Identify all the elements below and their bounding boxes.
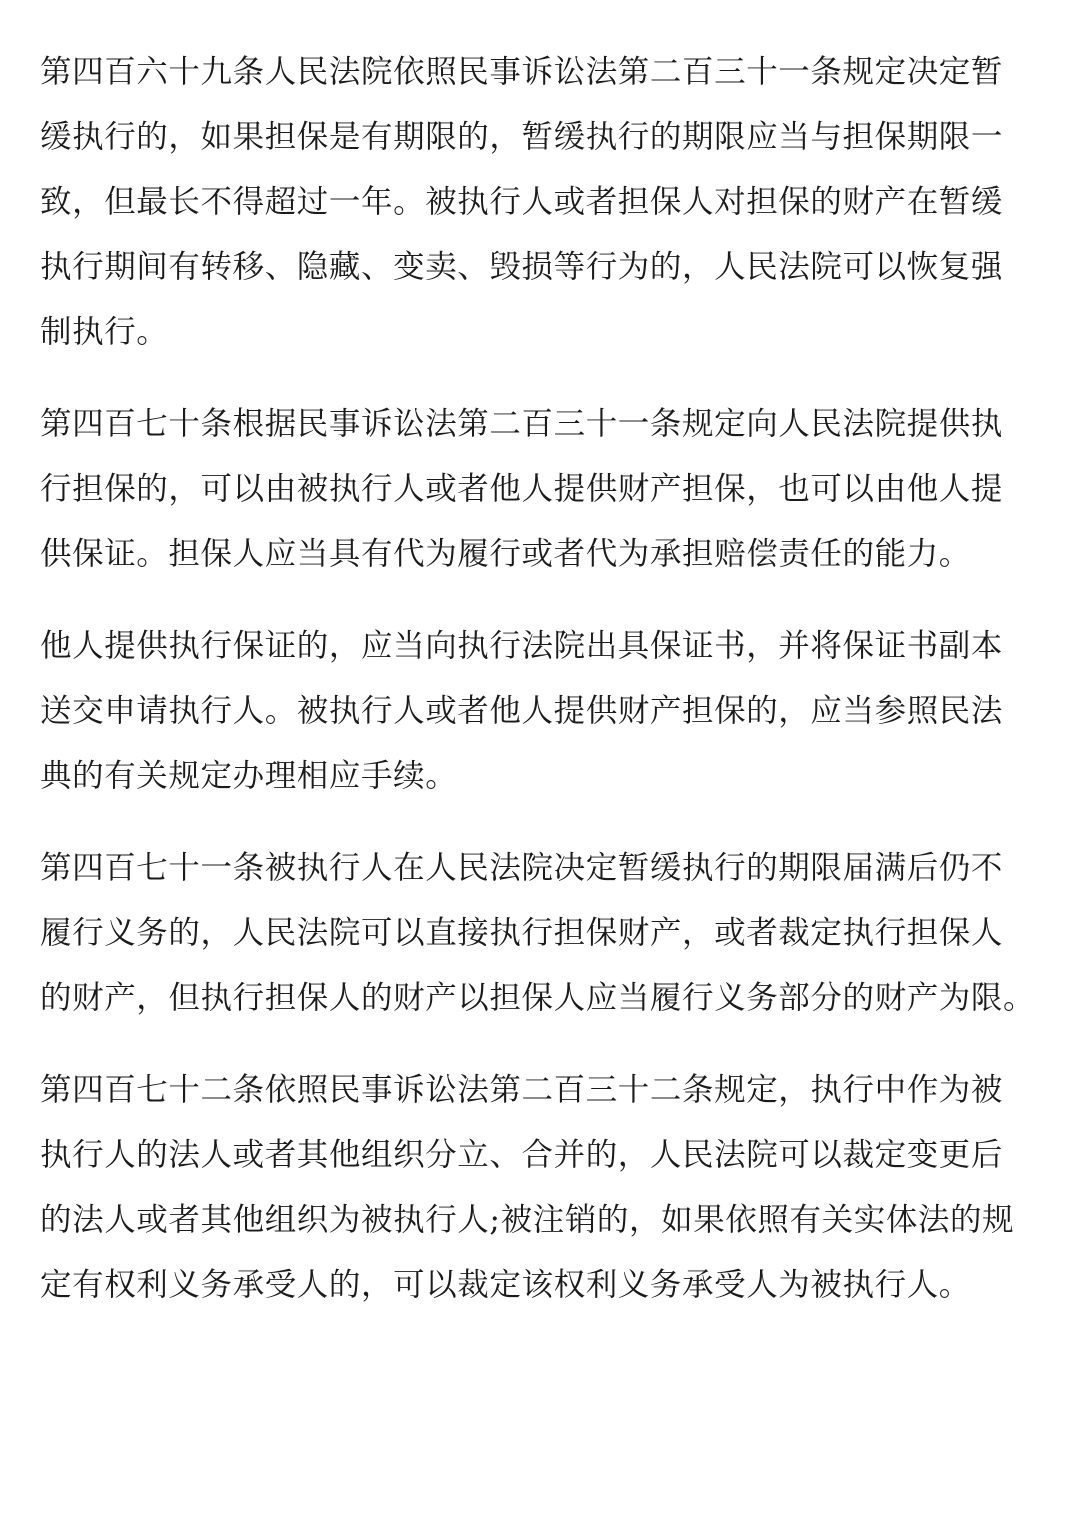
paragraph-article-470 [40, 392, 1003, 587]
paragraph-article-471 [40, 836, 1035, 1031]
paragraph-article-470-clause-2 [40, 614, 1003, 809]
paragraph-article-472 [40, 1058, 1014, 1318]
text-line: 他人提供执行保证的，应当向执行法院出具保证书，并将保证书副本 [40, 628, 1004, 664]
text-line: 定有权利义务承受人的，可以裁定该权利义务承受人为被执行人。 [40, 1267, 971, 1303]
paragraph-article-469 [40, 40, 1003, 365]
text-line: 的财产，但执行担保人的财产以担保人应当履行义务部分的财产为限。 [40, 980, 1036, 1016]
text-line: 第四百七十条根据民事诉讼法第二百三十一条规定向人民法院提供执 [40, 406, 1004, 442]
text-line: 制执行。 [40, 314, 169, 350]
text-line: 履行义务的，人民法院可以直接执行担保财产，或者裁定执行担保人 [40, 915, 1004, 951]
text-line: 第四百七十一条被执行人在人民法院决定暂缓执行的期限届满后仍不 [40, 850, 1004, 886]
text-line: 缓执行的，如果担保是有期限的，暂缓执行的期限应当与担保期限一 [40, 119, 1004, 155]
text-line: 典的有关规定办理相应手续。 [40, 758, 458, 794]
text-line: 第四百七十二条依照民事诉讼法第二百三十二条规定，执行中作为被 [40, 1072, 1004, 1108]
text-line: 送交申请执行人。被执行人或者他人提供财产担保的，应当参照民法 [40, 693, 1004, 729]
text-line: 行担保的，可以由被执行人或者他人提供财产担保，也可以由他人提 [40, 471, 1004, 507]
text-line: 执行期间有转移、隐藏、变卖、毁损等行为的，人民法院可以恢复强 [40, 249, 1004, 285]
text-line: 执行人的法人或者其他组织分立、合并的，人民法院可以裁定变更后 [40, 1137, 1004, 1173]
text-line: 的法人或者其他组织为被执行人;被注销的，如果依照有关实体法的规 [40, 1202, 1015, 1238]
text-line: 第四百六十九条人民法院依照民事诉讼法第二百三十一条规定决定暂 [40, 54, 1004, 90]
text-line: 致，但最长不得超过一年。被执行人或者担保人对担保的财产在暂缓 [40, 184, 1004, 220]
text-line: 供保证。担保人应当具有代为履行或者代为承担赔偿责任的能力。 [40, 536, 971, 572]
